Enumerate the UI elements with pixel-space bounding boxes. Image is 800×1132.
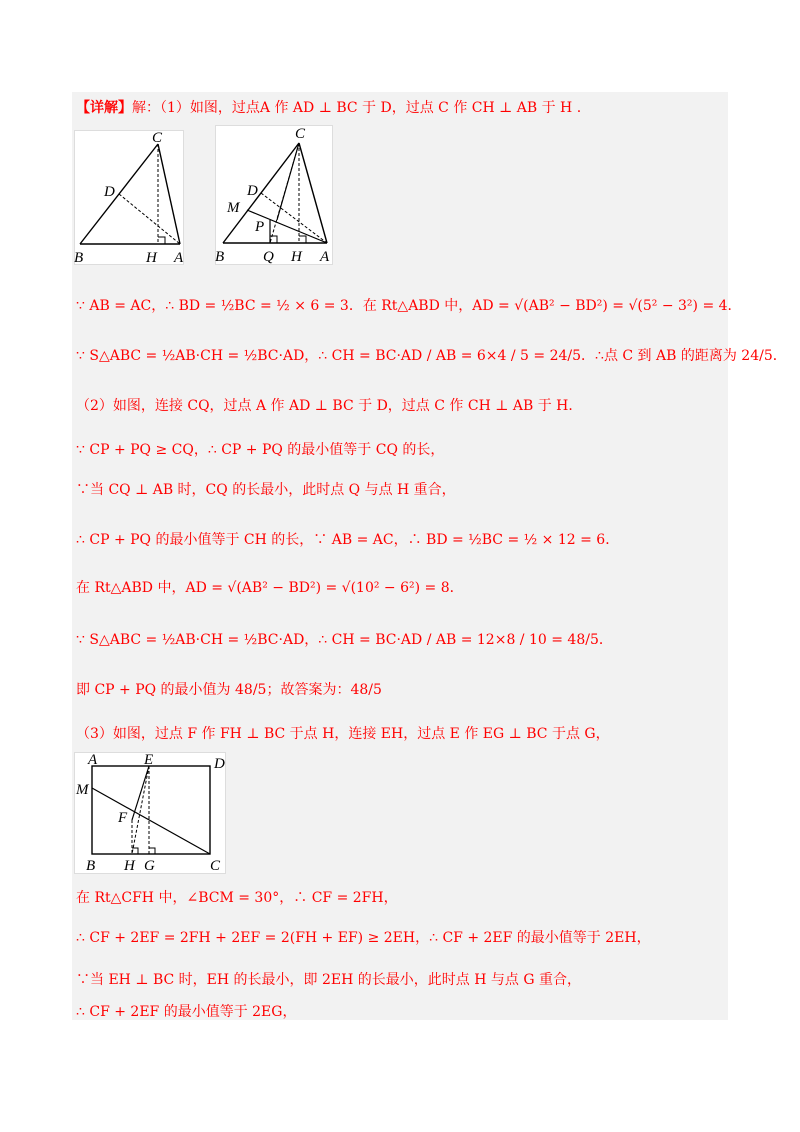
- fig2-label-p: P: [255, 219, 265, 235]
- fig3-label-h: H: [124, 858, 135, 874]
- step-2d: 在 Rt△ABD 中，AD = √(AB² − BD²) = √(10² − 6²) = 8．: [76, 580, 464, 596]
- fig3-label-d: D: [214, 756, 225, 772]
- step-2e: ∵ S△ABC = ½AB·CH = ½BC·AD，∴ CH = BC·AD / AB = 12×8 / 10 = 48/5．: [76, 632, 613, 648]
- step-2c: ∴ CP + PQ 的最小值等于 CH 的长，∵ AB = AC，∴ BD = ½BC = ½ × 12 = 6．: [76, 532, 620, 548]
- fig3-label-m: M: [76, 782, 89, 798]
- part-3-intro: （3）如图，过点 F 作 FH ⊥ BC 于点 H，连接 EH，过点 E 作 EG ⊥ BC 于点 G，: [76, 726, 610, 742]
- fig3-label-e: E: [144, 752, 154, 768]
- fig2-label-c: C: [295, 126, 306, 142]
- fig3-label-f: F: [118, 810, 128, 826]
- fig3-label-b: B: [86, 858, 96, 874]
- fig3-label-a: A: [88, 752, 98, 768]
- fig2-label-a: A: [320, 249, 330, 265]
- intro-text: 解：（1）如图，过点A 作 AD ⊥ BC 于 D，过点 C 作 CH ⊥ AB 于 H .: [132, 100, 582, 116]
- fig3-label-c: C: [210, 858, 221, 874]
- step-3a: 在 Rt△CFH 中，∠BCM = 30°，∴ CF = 2FH，: [76, 890, 398, 906]
- step-3c: ∵当 EH ⊥ BC 时，EH 的长最小，即 2EH 的长最小，此时点 H 与点 G 重合，: [76, 972, 581, 988]
- step-2a: ∵ CP + PQ ≥ CQ，∴ CP + PQ 的最小值等于 CQ 的长，: [76, 442, 445, 458]
- step-1b: ∵ S△ABC = ½AB·CH = ½BC·AD，∴ CH = BC·AD / AB = 6×4 / 5 = 24/5．∴点 C 到 AB 的距离为 24/5．: [76, 348, 787, 364]
- figure-3: [74, 752, 226, 874]
- step-1a: ∵ AB = AC，∴ BD = ½BC = ½ × 6 = 3．在 Rt△ABD 中，AD = √(AB² − BD²) = √(5² − 3²) = 4．: [76, 298, 742, 314]
- figure-2: [215, 125, 333, 265]
- step-3b: ∴ CF + 2EF = 2FH + 2EF = 2(FH + EF) ≥ 2EH，∴ CF + 2EF 的最小值等于 2EH，: [76, 930, 651, 946]
- fig1-label-d: D: [104, 184, 115, 200]
- fig2-label-h: H: [291, 249, 302, 265]
- step-3d: ∴ CF + 2EF 的最小值等于 2EG，: [76, 1004, 297, 1020]
- detail-tag: 【详解】: [76, 100, 132, 116]
- step-2f: 即 CP + PQ 的最小值为 48/5；故答案为：48/5: [76, 682, 382, 698]
- part-2-intro: （2）如图，连接 CQ，过点 A 作 AD ⊥ BC 于 D，过点 C 作 CH ⊥ AB 于 H．: [76, 398, 583, 414]
- fig2-label-d: D: [247, 183, 258, 199]
- fig2-label-q: Q: [263, 249, 274, 265]
- fig2-label-m: M: [227, 200, 240, 216]
- fig1-label-a: A: [174, 250, 184, 265]
- fig3-label-g: G: [144, 858, 155, 874]
- solution-intro: [76, 98, 581, 118]
- fig1-label-c: C: [152, 130, 163, 146]
- fig1-label-b: B: [74, 250, 84, 265]
- fig2-label-b: B: [215, 249, 225, 265]
- figure-1: [74, 130, 184, 265]
- fig1-label-h: H: [146, 250, 157, 265]
- step-2b: ∵当 CQ ⊥ AB 时，CQ 的长最小，此时点 Q 与点 H 重合，: [76, 482, 456, 498]
